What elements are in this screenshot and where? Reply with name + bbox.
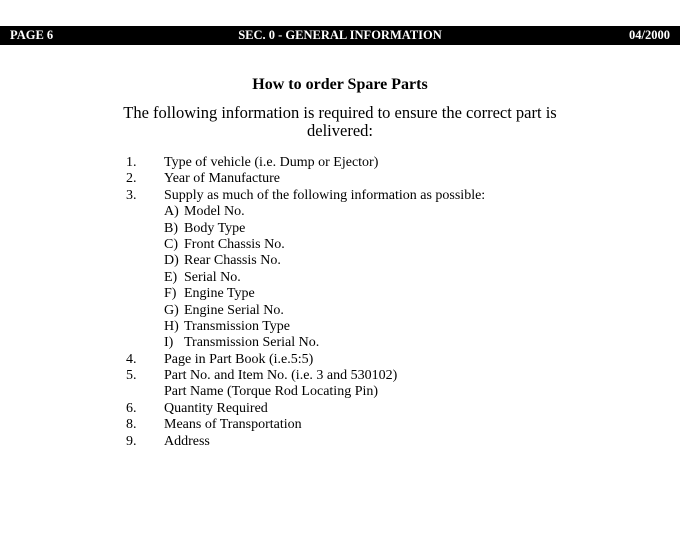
list-item bbox=[0, 155, 680, 171]
item-text: Year of Manufacture bbox=[164, 171, 280, 187]
sub-item-text: Front Chassis No. bbox=[184, 236, 285, 252]
sub-item-text: Engine Serial No. bbox=[184, 302, 284, 318]
sub-item-letter: G) bbox=[164, 302, 179, 318]
sub-item-text: Rear Chassis No. bbox=[184, 253, 281, 269]
sub-list-item bbox=[0, 270, 680, 286]
item-number: 4. bbox=[126, 351, 137, 367]
sub-item-letter: D) bbox=[164, 253, 179, 269]
sub-list-item bbox=[0, 253, 680, 269]
page-header-bar bbox=[0, 26, 680, 45]
item-number: 3. bbox=[126, 187, 137, 203]
sub-item-letter: C) bbox=[164, 236, 178, 252]
sub-item-letter: I) bbox=[164, 335, 174, 351]
item-text: Page in Part Book (i.e.5:5) bbox=[164, 351, 314, 367]
sub-list-item bbox=[0, 286, 680, 302]
sub-item-text: Body Type bbox=[184, 220, 246, 236]
item-number: 1. bbox=[126, 155, 137, 170]
item-text: Quantity Required bbox=[164, 400, 268, 416]
sub-item-letter: E) bbox=[164, 269, 178, 285]
sub-item-text: Model No. bbox=[184, 204, 245, 220]
sub-item-letter: F) bbox=[164, 286, 177, 302]
sub-list-item bbox=[0, 335, 680, 351]
section-title: SEC. 0 - GENERAL INFORMATION bbox=[238, 28, 442, 42]
item-text: Part No. and Item No. (i.e. 3 and 530102) bbox=[164, 368, 398, 384]
sub-item-text: Engine Type bbox=[184, 286, 255, 302]
revision-date: 04/2000 bbox=[629, 28, 670, 42]
order-info-list bbox=[0, 155, 680, 450]
sub-item-text: Serial No. bbox=[184, 269, 241, 285]
list-item bbox=[0, 171, 680, 187]
item-text: Address bbox=[164, 433, 210, 449]
page-number: PAGE 6 bbox=[10, 28, 54, 42]
sub-item-letter: H) bbox=[164, 318, 179, 334]
sub-item-text: Transmission Serial No. bbox=[184, 335, 320, 351]
list-item bbox=[0, 368, 680, 384]
list-item bbox=[0, 417, 680, 433]
sub-item-letter: B) bbox=[164, 220, 178, 236]
sub-item-text: Transmission Type bbox=[184, 318, 290, 334]
item-number: 5. bbox=[126, 368, 137, 384]
item-number: 6. bbox=[126, 400, 137, 416]
item-text: Supply as much of the following information as possible: bbox=[164, 187, 486, 203]
intro-paragraph: The following information is required to ensure the correct part is delivered: bbox=[123, 103, 557, 140]
list-item bbox=[0, 188, 680, 204]
sub-list-item bbox=[0, 319, 680, 335]
list-item bbox=[0, 401, 680, 417]
sub-list-item bbox=[0, 204, 680, 220]
item-text: Part Name (Torque Rod Locating Pin) bbox=[164, 384, 379, 400]
item-number: 2. bbox=[126, 171, 137, 187]
item-number: 9. bbox=[126, 433, 137, 449]
list-item bbox=[0, 434, 680, 450]
list-item-continuation bbox=[0, 384, 680, 400]
item-text: Means of Transportation bbox=[164, 417, 302, 433]
sub-item-letter: A) bbox=[164, 204, 179, 220]
item-number: 8. bbox=[126, 417, 137, 433]
list-item bbox=[0, 352, 680, 368]
sub-list-item bbox=[0, 237, 680, 253]
sub-list-item bbox=[0, 303, 680, 319]
item-text: Type of vehicle (i.e. Dump or Ejector) bbox=[164, 155, 379, 170]
document-title: How to order Spare Parts bbox=[252, 76, 428, 93]
sub-list-item bbox=[0, 221, 680, 237]
